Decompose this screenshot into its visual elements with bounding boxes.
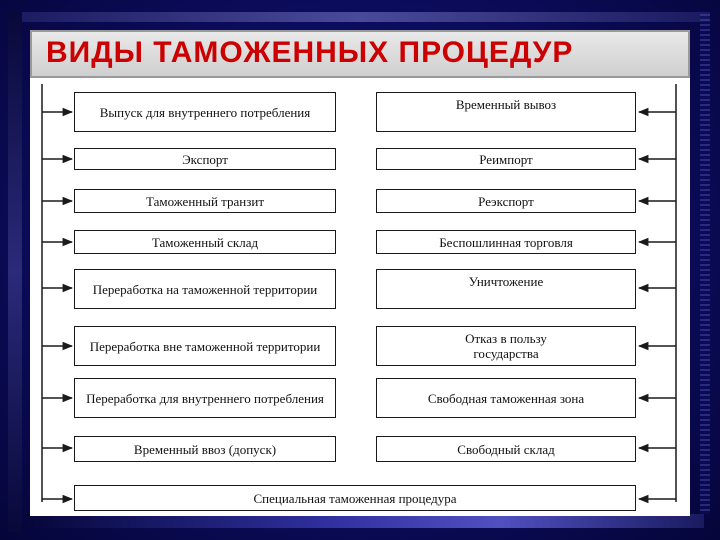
procedure-box-right: Свободный склад — [376, 436, 636, 462]
procedure-box-bottom: Специальная таможенная процедура — [74, 485, 636, 511]
frame-bottom-border — [24, 514, 704, 528]
frame-left-border — [8, 12, 22, 532]
procedure-box-right: Уничтожение — [376, 269, 636, 309]
procedure-box-left: Временный ввоз (допуск) — [74, 436, 336, 462]
procedure-box-left: Экспорт — [74, 148, 336, 170]
procedure-box-right: Реэкспорт — [376, 189, 636, 213]
slide-title: ВИДЫ ТАМОЖЕННЫХ ПРОЦЕДУР — [46, 36, 574, 69]
procedure-box-left: Таможенный склад — [74, 230, 336, 254]
procedure-box-left: Таможенный транзит — [74, 189, 336, 213]
frame-right-dotted-border — [700, 14, 710, 514]
procedure-box-right: Отказ в пользу государства — [376, 326, 636, 366]
procedure-box-left: Переработка для внутреннего потребления — [74, 378, 336, 418]
procedure-box-right: Реимпорт — [376, 148, 636, 170]
procedure-box-left: Переработка вне таможенной территории — [74, 326, 336, 366]
frame-top-border — [8, 12, 710, 22]
procedure-box-right: Свободная таможенная зона — [376, 378, 636, 418]
procedure-box-left: Переработка на таможенной территории — [74, 269, 336, 309]
procedure-box-left: Выпуск для внутреннего потребления — [74, 92, 336, 132]
procedure-box-right: Временный вывоз — [376, 92, 636, 132]
procedure-box-right: Беспошлинная торговля — [376, 230, 636, 254]
